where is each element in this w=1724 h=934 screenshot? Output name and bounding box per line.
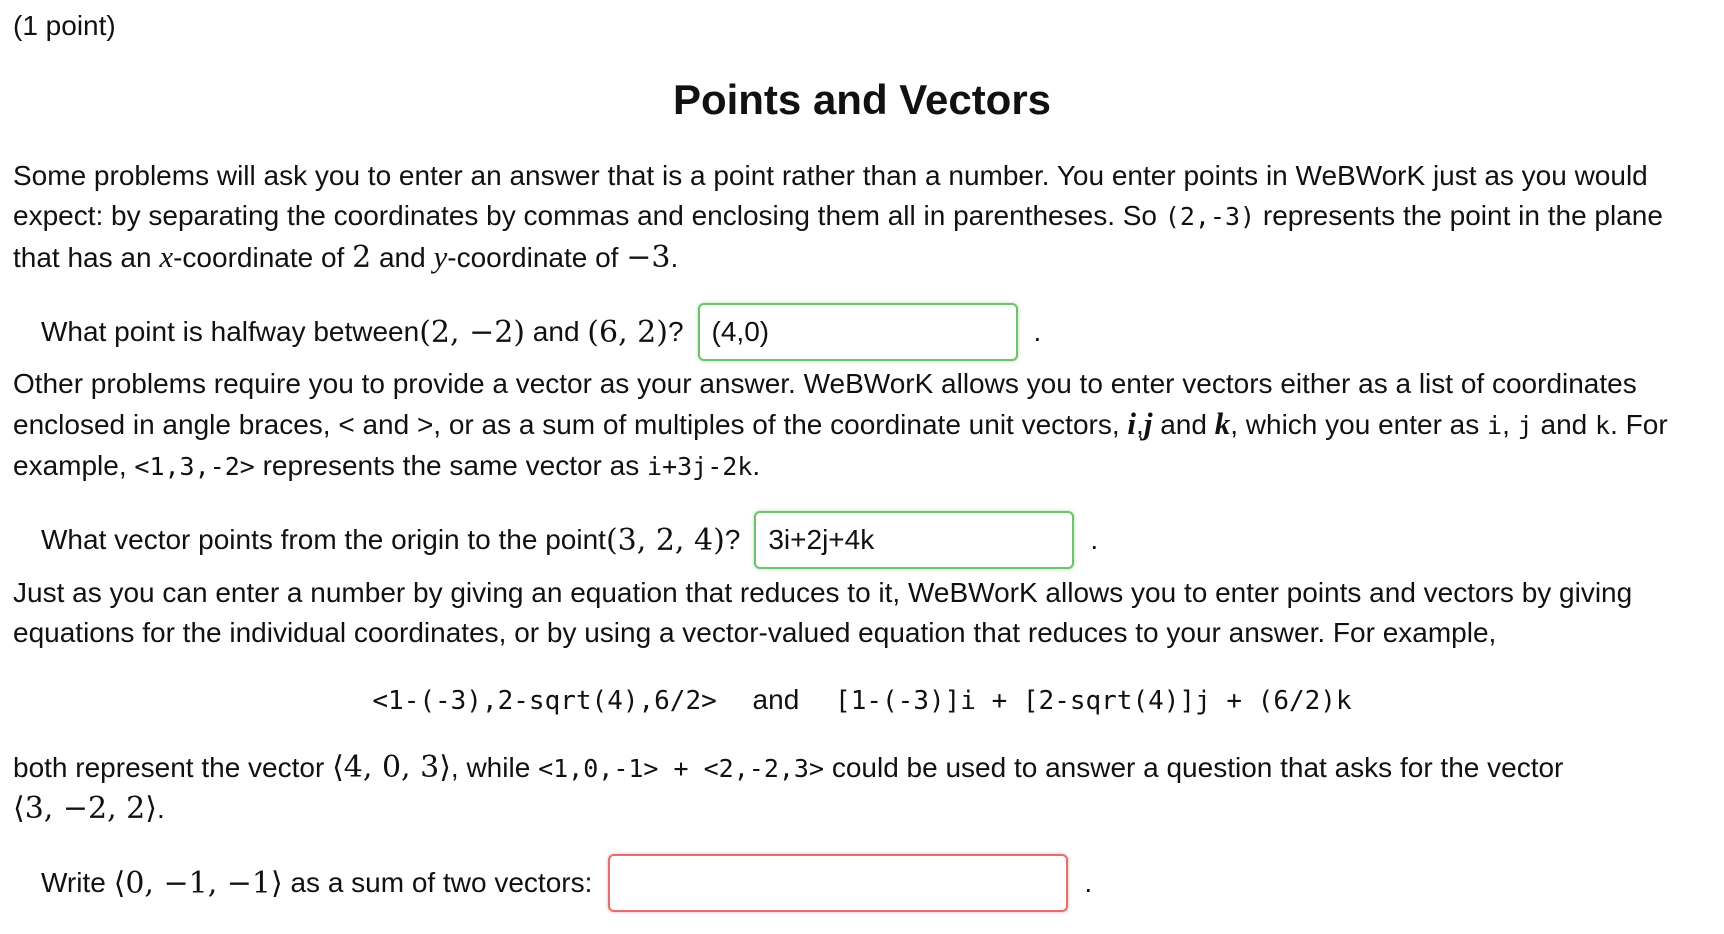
math-two: 2 [352,240,372,275]
math-x: x [159,239,174,274]
unit-vector-k: k [1214,406,1231,441]
question-3-prefix: Write [41,867,114,898]
question-2-prefix: What vector points from the origin to the point [41,524,606,555]
vector-4-0-3: ⟨4, 0, 3⟩ [332,750,451,785]
vector-3-neg2-2: ⟨3, −2, 2⟩ [13,791,157,826]
question-3-suffix: as a sum of two vectors: [282,867,593,898]
code-k: k [1595,411,1611,440]
answer-1-input[interactable] [698,303,1018,361]
question-1-qmark: ? [667,316,684,347]
code-vector-sum: <1,0,-1> + <2,-2,3> [538,754,825,783]
code-angle-vector: <1,3,-2> [134,452,255,481]
intro-paragraph [13,156,1713,278]
code-j: j [1517,411,1533,440]
equations-line-2: equations for the individual coordinates, or by using a vector-valued equation that reduces to your answer. For example, [13,617,1497,648]
question-3-row [41,853,1092,913]
page-title: Points and Vectors [672,76,1052,123]
question-1-prefix: What point is halfway between [41,316,420,347]
equations-line-1: Just as you can enter a number by giving an equation that reduces to it, WeBWorK allows you to enter points and vectors by giving [13,577,1633,608]
display-expression-1: <1-(-3),2-sqrt(4),6/2> [372,686,717,716]
answer-2-input[interactable] [754,511,1074,569]
answer-1-period: . [1033,316,1042,347]
intro-line-1: Some problems will ask you to enter an answer that is a point rather than a number. You enter points in WeBWorK just as you would [13,160,1648,191]
answer-3-period: . [1084,867,1093,898]
question-1-point-b: (6, 2) [587,314,668,350]
vectors-paragraph [13,364,1713,487]
unit-vector-i: i [1127,406,1137,441]
answer-3-input[interactable] [608,854,1068,912]
vectors-line-2: enclosed in angle braces, < and >, or as a sum of multiples of the coordinate unit vectors, i,j and k, which you enter as i, j and k. For [13,406,1668,441]
answer-2-period: . [1090,524,1099,555]
intro-line-3: that has an x-coordinate of 2 and y-coordinate of −3. [13,239,679,275]
question-2-qmark: ? [724,524,741,555]
code-ijk-vector: i+3j-2k [647,452,753,481]
display-equations [0,680,1724,721]
code-i: i [1487,411,1503,440]
intro-line-2: expect: by separating the coordinates by commas and enclosing them all in parentheses. So (2,-3) represents the point in the plane [13,200,1663,231]
question-2-row [41,510,1098,570]
vectors-line-1: Other problems require you to provide a vector as your answer. WeBWorK allows you to enter vectors either as a list of coordinates [13,368,1637,399]
display-expression-2: [1-(-3)]i + [2-sqrt(4)]j + (6/2)k [835,686,1352,716]
equations-paragraph [13,573,1713,653]
both-line-1: both represent the vector ⟨4, 0, 3⟩, while <1,0,-1> + <2,-2,3> could be used to answer a question that asks for the vector [13,750,1564,785]
code-point-example: (2,-3) [1164,202,1256,231]
math-y: y [433,239,448,274]
question-3-vector: ⟨0, −1, −1⟩ [113,865,283,901]
question-1-row [41,302,1041,362]
question-2-point: (3, 2, 4) [605,522,725,558]
math-neg-three: −3 [626,240,671,275]
unit-vector-j: j [1143,406,1153,441]
both-line-2: ⟨3, −2, 2⟩. [13,791,165,826]
question-1-point-a: (2, −2) [419,314,526,350]
question-1-and: and [525,316,588,347]
vectors-line-3: example, <1,3,-2> represents the same vector as i+3j-2k. [13,450,761,481]
both-paragraph [13,748,1713,829]
point-value-label: (1 point) [13,10,116,41]
display-and: and [752,684,800,715]
